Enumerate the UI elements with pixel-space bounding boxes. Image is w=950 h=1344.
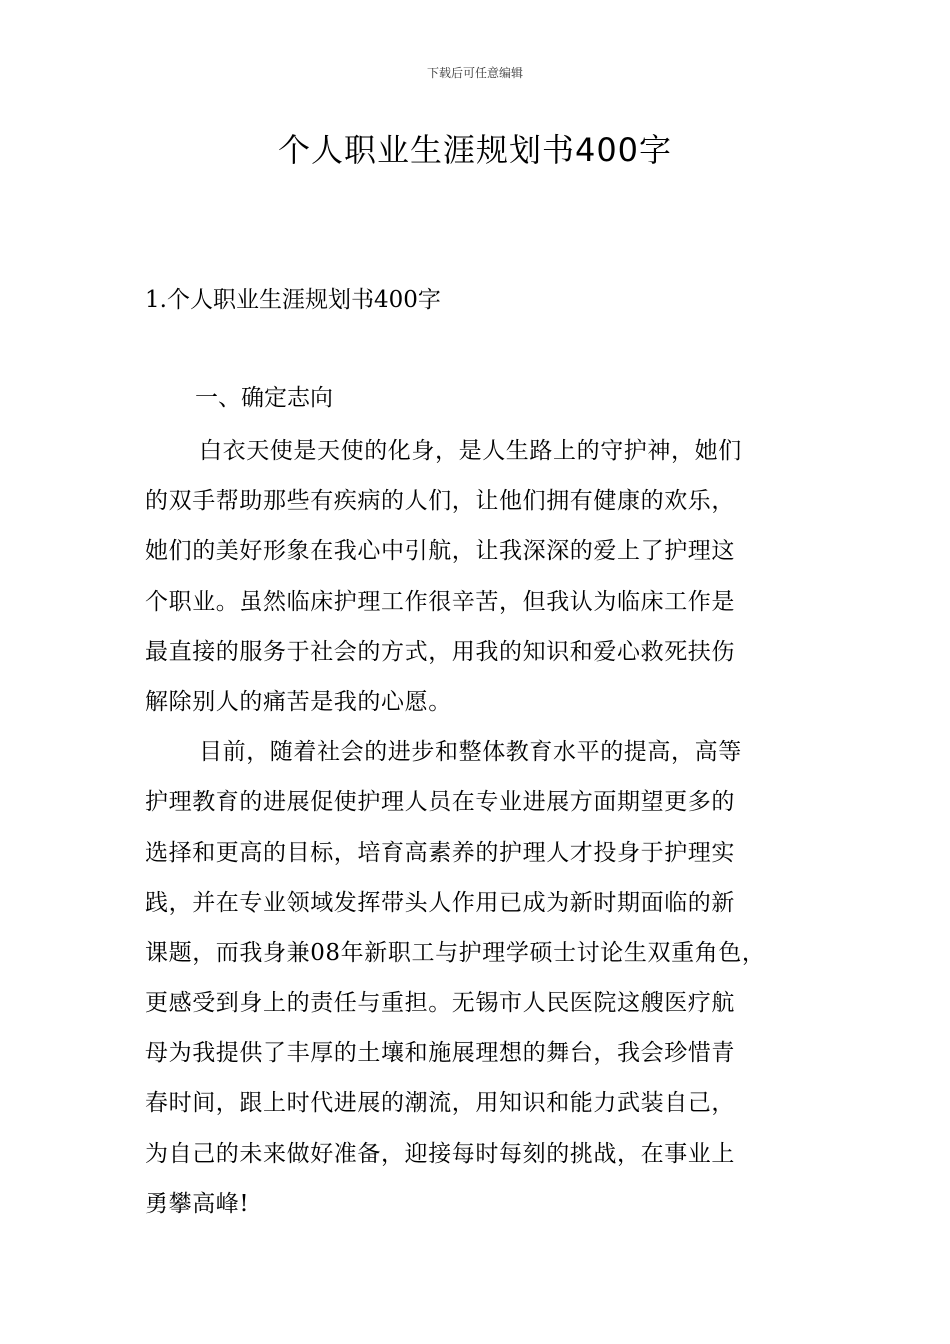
paragraph-line: 她们的美好形象在我心中引航，让我深深的爱上了护理这 [145,538,735,565]
paragraph-line: 白衣天使是天使的化身，是人生路上的守护神，她们 [199,438,742,464]
header-note: 下载后可任意编辑 [426,66,523,80]
paragraph-line: 母为我提供了丰厚的土壤和施展理想的舞台，我会珍惜青 [145,1040,735,1067]
paragraph-line: 个职业。虽然临床护理工作很辛苦，但我认为临床工作是 [145,588,735,615]
paragraph-line: 护理教育的进展促使护理人员在专业进展方面期望更多的 [145,789,735,816]
paragraph-line: 最直接的服务于社会的方式，用我的知识和爱心救死扶伤 [145,638,735,665]
paragraph-line: 春时间，跟上时代进展的潮流，用知识和能力武装自己， [145,1090,735,1117]
paragraph-line: 目前，随着社会的进步和整体教育水平的提高，高等 [199,739,742,766]
paragraph-line: 更感受到身上的责任与重担。无锡市人民医院这艘医疗航 [145,990,735,1017]
paragraph-1 [145,426,807,727]
paragraph-line: 践，并在专业领域发挥带头人作用已成为新时期面临的新 [145,889,735,916]
subheading: 一、确定志向 [195,385,333,411]
document-body [145,378,807,1229]
document-title: 个人职业生涯规划书400字 [277,131,673,169]
paragraph-line: 课题，而我身兼08年新职工与护理学硕士讨论生双重角色， [145,939,766,966]
paragraph-2 [145,727,807,1229]
paragraph-line: 解除别人的痛苦是我的心愿。 [145,688,452,715]
paragraph-line: 选择和更高的目标，培育高素养的护理人才投身于护理实 [145,839,735,866]
section-heading: 1.个人职业生涯规划书400字 [145,287,441,313]
paragraph-line: 的双手帮助那些有疾病的人们，让他们拥有健康的欢乐， [145,488,735,515]
paragraph-line: 为自己的未来做好准备，迎接每时每刻的挑战，在事业上 [145,1140,735,1167]
paragraph-line: 勇攀高峰! [145,1190,250,1217]
